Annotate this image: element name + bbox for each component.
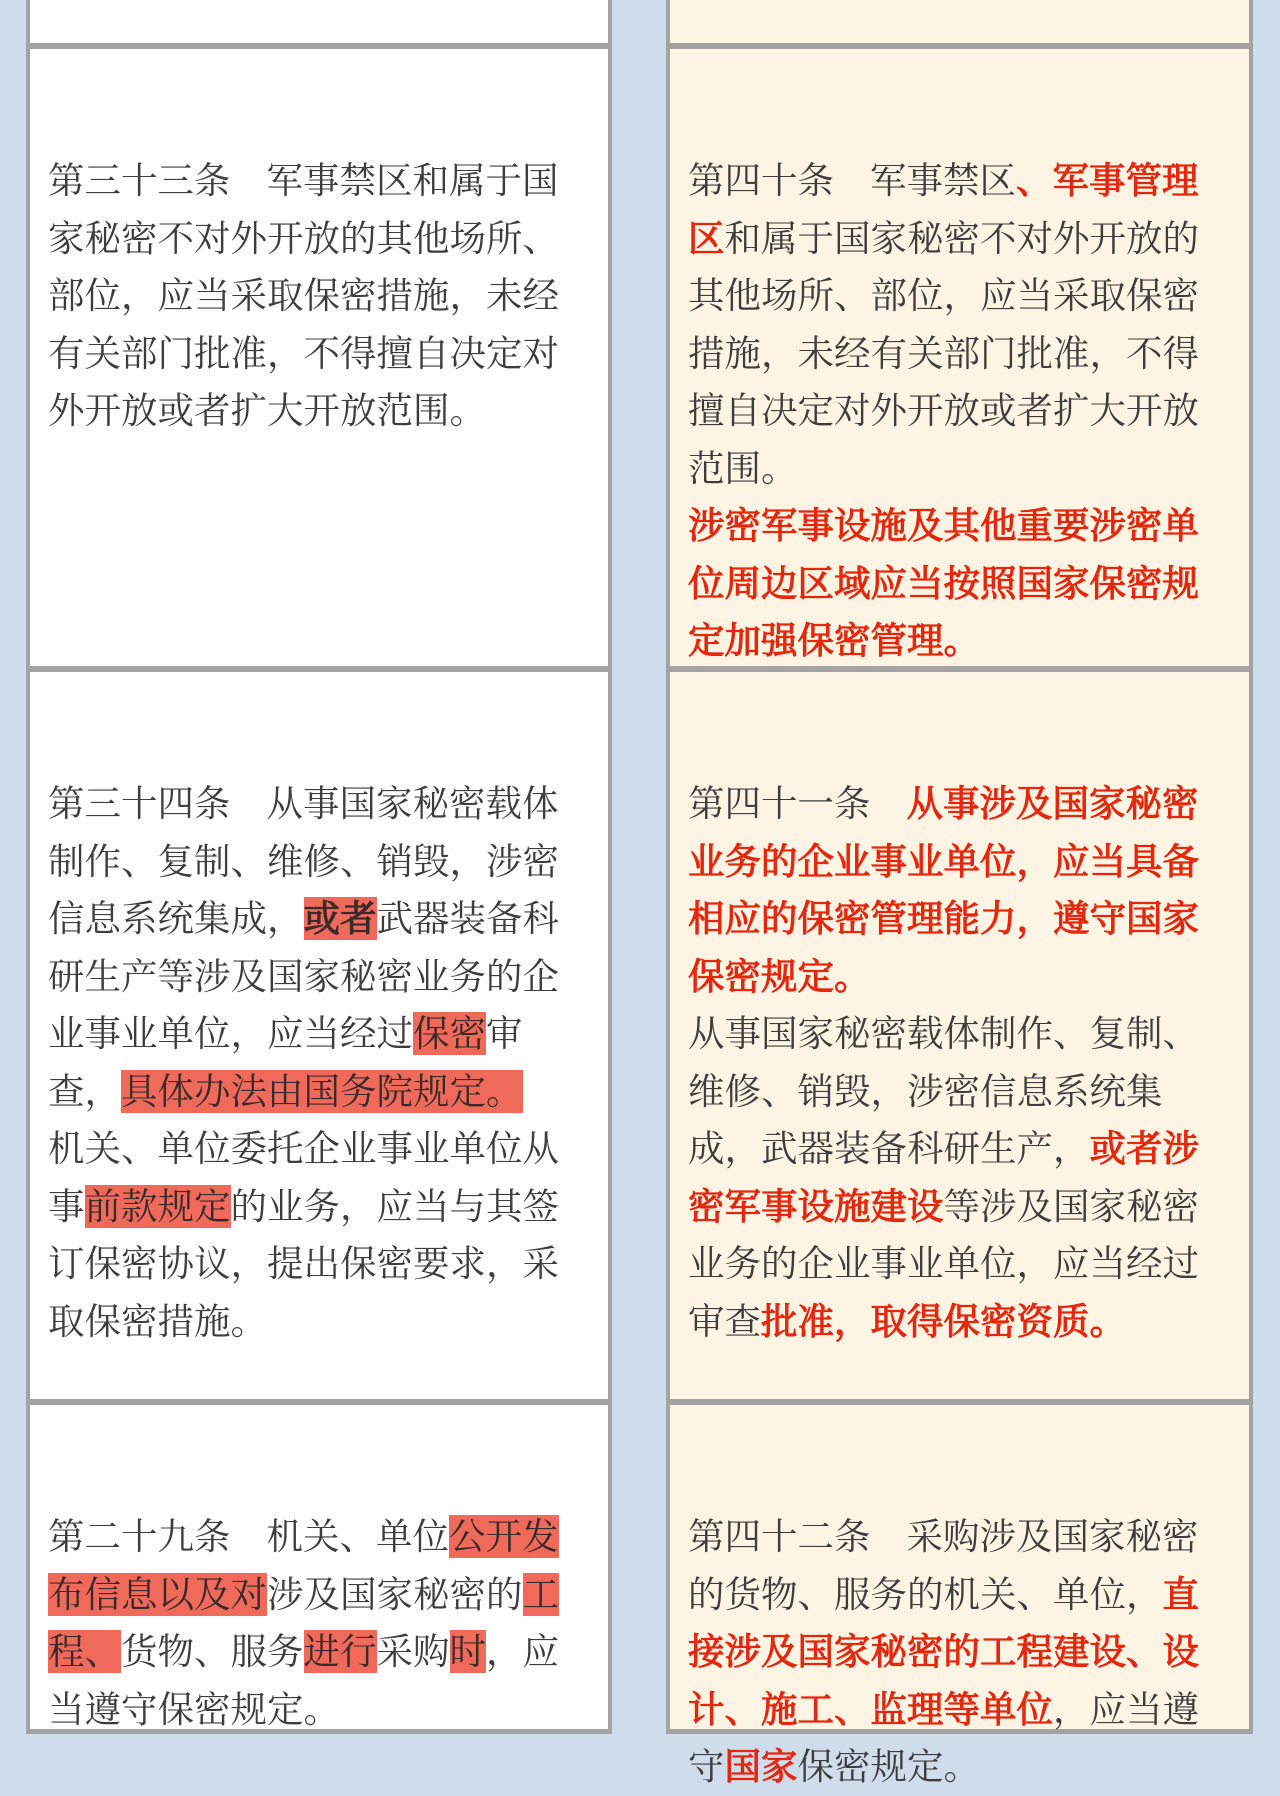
article-text: 的业务，应当与其签订保密协议，提出保密要求，采取保密措施。 (48, 1184, 559, 1343)
article-41-paragraph-2 (688, 1005, 1201, 1350)
article-text: 从事国家秘密载体制作、复制、维修、销毁，涉密信息系统集成， (48, 782, 559, 940)
article-number: 第四十一条 (688, 782, 871, 825)
article-42-paragraph (688, 1508, 1201, 1796)
table-cell-article-33 (26, 48, 612, 671)
article-number: 第二十九条 (48, 1515, 231, 1558)
article-text: 审查， (48, 1012, 523, 1113)
table-cell-article-42 (666, 1404, 1253, 1788)
article-number: 第三十四条 (48, 782, 231, 825)
table-cell-top-left (26, 0, 612, 48)
article-29-paragraph (48, 1508, 564, 1738)
article-text: ，应当遵守保密规定。 (48, 1630, 559, 1731)
highlight-deleted: 保密 (413, 1012, 486, 1055)
article-text: 涉及国家秘密的 (267, 1572, 523, 1616)
article-text: 货物、服务 (121, 1630, 304, 1673)
table-cell-article-40 (666, 48, 1253, 671)
article-40-paragraph-1 (688, 152, 1201, 497)
article-number: 第四十二条 (688, 1515, 871, 1558)
highlight-deleted: 前款规定 (84, 1184, 231, 1228)
article-text: 从事国家秘密载体制作、复制、维修、销毁，涉密信息系统集成，武器装备科研生产， (688, 1012, 1199, 1170)
added-text: 或者涉密军事设施建设 (688, 1127, 1199, 1228)
article-34-paragraph-1 (48, 775, 564, 1120)
article-text: 等涉及国家秘密业务的企业事业单位，应当经过审查 (688, 1184, 1199, 1343)
article-text: 军事禁区和属于国家秘密不对外开放的其他场所、部位，应当采取保密措施，未经有关部门批准，不得擅自决定对外开放或者扩大开放范围。 (48, 159, 559, 432)
article-text: 采购涉及国家秘密的货物、服务的机关、单位， (688, 1515, 1199, 1616)
table-cell-top-right (666, 0, 1253, 48)
article-number: 第四十条 (688, 159, 834, 202)
article-41-paragraph-1 (688, 775, 1201, 1005)
added-text: 、军事管理区 (688, 159, 1199, 260)
article-text: 采购 (376, 1630, 450, 1673)
article-40-paragraph-2: 涉密军事设施及其他重要涉密单位周边区域应当按照国家保密规定加强保密管理。 (688, 504, 1199, 662)
highlight-deleted: 进行 (303, 1630, 377, 1673)
highlight-deleted: 具体办法由国务院规定。 (121, 1069, 523, 1113)
highlight-deleted: 公开发布信息以及对 (48, 1515, 559, 1616)
highlight-deleted: 时 (449, 1630, 486, 1673)
added-text: 从事涉及国家秘密业务的企业事业单位，应当具备相应的保密管理能力，遵守国家保密规定。 (688, 782, 1199, 998)
article-text: 机关、单位 (266, 1515, 449, 1558)
article-text: 机关、单位委托企业事业单位从事 (48, 1127, 559, 1228)
article-text: 保密规定。 (797, 1745, 980, 1788)
highlight-deleted: 工程、 (48, 1572, 559, 1673)
highlight-deleted: 或者 (303, 897, 377, 940)
article-text: 军事禁区 (870, 159, 1016, 202)
article-34-paragraph-2 (48, 1120, 564, 1350)
table-cell-article-29 (26, 1404, 612, 1734)
article-number: 第三十三条 (48, 159, 231, 202)
article-33-paragraph (48, 152, 564, 440)
added-text: 国家 (724, 1745, 798, 1788)
article-text: 武器装备科研生产等涉及国家秘密业务的企业事业单位，应当经过 (48, 897, 559, 1055)
added-text: 批准，取得保密资质。 (761, 1299, 1126, 1343)
table-cell-article-41 (666, 671, 1253, 1404)
article-text: 和属于国家秘密不对外开放的其他场所、部位，应当采取保密措施，未经有关部门批准，不得擅自决定对外开放或者扩大开放范围。 (688, 216, 1199, 490)
article-text: ，应当遵守 (688, 1687, 1199, 1788)
table-cell-article-34 (26, 671, 612, 1404)
added-text: 直接涉及国家秘密的工程建设、设计、施工、监理等单位 (688, 1572, 1199, 1731)
